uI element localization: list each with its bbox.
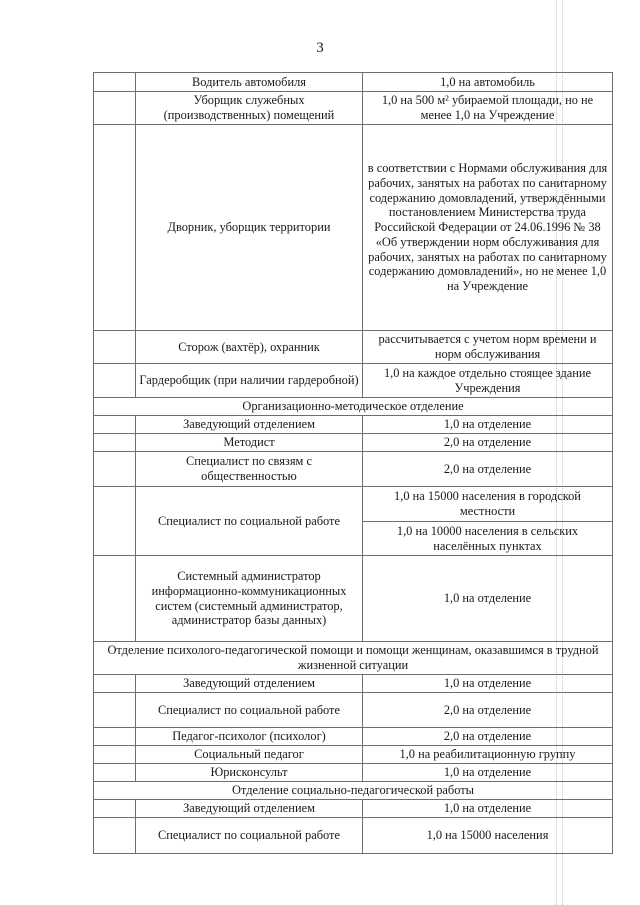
position-cell: Специалист по социальной работе: [136, 487, 363, 556]
position-cell: Специалист по социальной работе: [136, 818, 363, 854]
norm-cell: 1,0 на отделение: [363, 800, 613, 818]
row-number-cell: [94, 125, 136, 331]
row-number-cell: [94, 728, 136, 746]
section-header-row: [94, 782, 613, 800]
table-row: [94, 73, 613, 92]
norm-cell: 1,0 на 15000 населения: [363, 818, 613, 854]
row-number-cell: [94, 675, 136, 693]
row-number-cell: [94, 764, 136, 782]
staffing-norms-table: [93, 72, 613, 854]
row-number-cell: [94, 800, 136, 818]
row-number-cell: [94, 416, 136, 434]
row-number-cell: [94, 556, 136, 642]
row-number-cell: [94, 434, 136, 452]
position-cell: Уборщик служебных (производственных) помещений: [136, 92, 363, 125]
page-number: 3: [316, 40, 324, 56]
position-cell: Юрисконсульт: [136, 764, 363, 782]
row-number-cell: [94, 364, 136, 398]
norm-cell: 1,0 на отделение: [363, 556, 613, 642]
norm-cell: 2,0 на отделение: [363, 452, 613, 487]
norm-cell: 2,0 на отделение: [363, 693, 613, 728]
position-cell: Дворник, уборщик территории: [136, 125, 363, 331]
position-cell: Педагог-психолог (психолог): [136, 728, 363, 746]
norm-cell: 2,0 на отделение: [363, 434, 613, 452]
norm-cell: в соответствии с Нормами обслуживания для рабочих, занятых на работах по санитарному содержанию домовладений, утверждёнными постановлением Министерства труда Российской Федерации от 24.06.1996 № 38 «Об утверждении норм обслуживания для рабочих, занятых на работах по санитарному содержанию домовладений», но не менее 1,0 на Учреждение: [363, 125, 613, 331]
table-row: [94, 416, 613, 434]
row-number-cell: [94, 746, 136, 764]
table-row: [94, 125, 613, 331]
table-row: [94, 452, 613, 487]
norm-cell: рассчитывается с учетом норм времени и норм обслуживания: [363, 331, 613, 364]
row-number-cell: [94, 92, 136, 125]
table-row: [94, 434, 613, 452]
row-number-cell: [94, 818, 136, 854]
row-number-cell: [94, 487, 136, 556]
position-cell: Заведующий отделением: [136, 800, 363, 818]
table-row: [94, 818, 613, 854]
row-number-cell: [94, 73, 136, 92]
section-title: Организационно-методическое отделение: [94, 398, 613, 416]
norm-cell: 1,0 на каждое отдельно стоящее здание Учреждения: [363, 364, 613, 398]
norm-cell: 1,0 на 15000 населения в городской местности: [363, 487, 613, 522]
position-cell: Специалист по социальной работе: [136, 693, 363, 728]
position-cell: Водитель автомобиля: [136, 73, 363, 92]
position-cell: Гардеробщик (при наличии гардеробной): [136, 364, 363, 398]
position-cell: Системный администратор информационно-коммуникационных систем (системный администратор, администратор базы данных): [136, 556, 363, 642]
row-number-cell: [94, 452, 136, 487]
table-row: [94, 728, 613, 746]
table-row: [94, 556, 613, 642]
norm-cell: 2,0 на отделение: [363, 728, 613, 746]
norm-cell: 1,0 на отделение: [363, 675, 613, 693]
position-cell: Сторож (вахтёр), охранник: [136, 331, 363, 364]
table-row: [94, 331, 613, 364]
norm-cell: 1,0 на отделение: [363, 416, 613, 434]
norm-cell: 1,0 на отделение: [363, 764, 613, 782]
section-title: Отделение социально-педагогической работы: [94, 782, 613, 800]
norm-cell: 1,0 на 500 м² убираемой площади, но не менее 1,0 на Учреждение: [363, 92, 613, 125]
position-cell: Методист: [136, 434, 363, 452]
table-row: [94, 800, 613, 818]
row-number-cell: [94, 331, 136, 364]
table-row: [94, 746, 613, 764]
norm-cell: 1,0 на реабилитационную группу: [363, 746, 613, 764]
row-number-cell: [94, 693, 136, 728]
position-cell: Заведующий отделением: [136, 675, 363, 693]
section-title: Отделение психолого-педагогической помощи и помощи женщинам, оказавшимся в трудной жизненной ситуации: [94, 642, 613, 675]
table-row: [94, 487, 613, 522]
table-row: [94, 364, 613, 398]
table-row: [94, 693, 613, 728]
table-row: [94, 92, 613, 125]
table-row: [94, 675, 613, 693]
section-header-row: [94, 642, 613, 675]
norm-cell: 1,0 на 10000 населения в сельских населённых пунктах: [363, 522, 613, 556]
table-row: [94, 764, 613, 782]
position-cell: Социальный педагог: [136, 746, 363, 764]
position-cell: Заведующий отделением: [136, 416, 363, 434]
section-header-row: [94, 398, 613, 416]
position-cell: Специалист по связям с общественностью: [136, 452, 363, 487]
norm-cell: 1,0 на автомобиль: [363, 73, 613, 92]
